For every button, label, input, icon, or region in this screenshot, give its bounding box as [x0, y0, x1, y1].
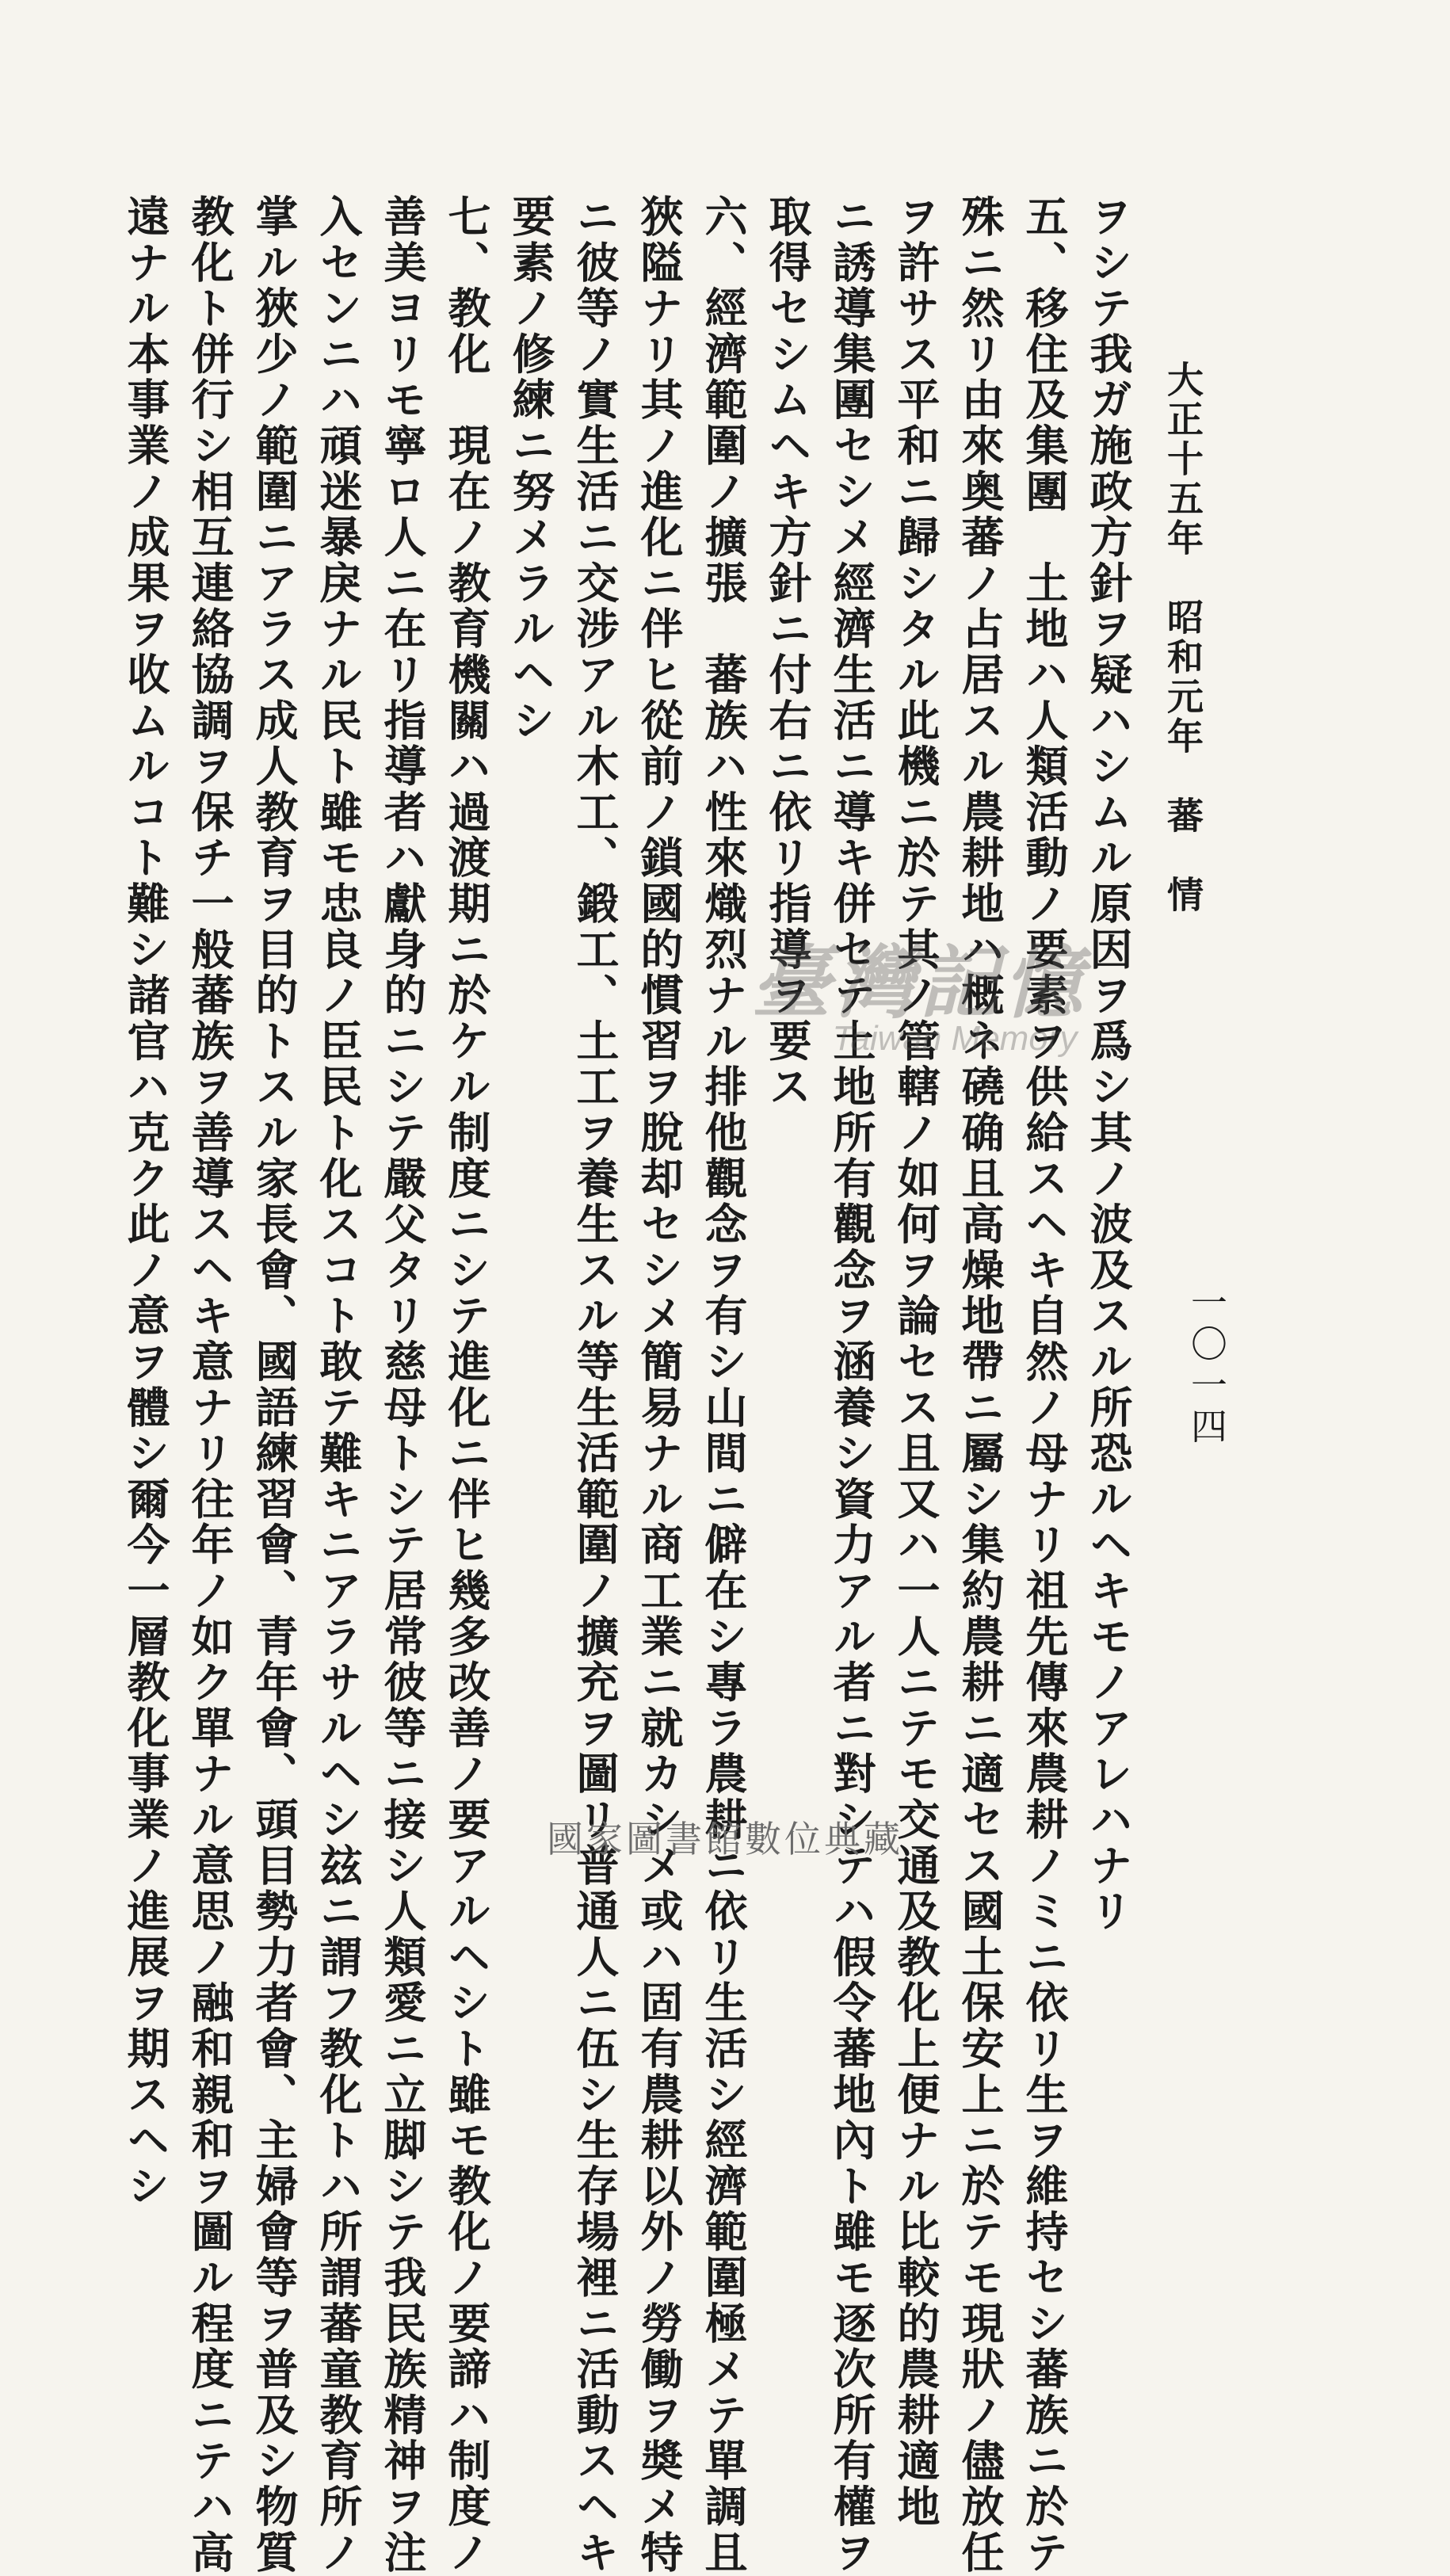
- watermark-subtitle: Taiwan Memory: [832, 1019, 1078, 1058]
- text-column: ニ彼等ノ實生活ニ交涉アル木工、鍛工、土工ヲ養生スル等生活範圍ノ擴充ヲ圖リ普通人ニ伍シ生存場裡ニ活動スヘキ: [570, 194, 620, 2576]
- text-column: 要素ノ修練ニ努メラルヘシ: [506, 194, 556, 744]
- watermark: [713, 919, 1125, 1062]
- text-column: 七、教化 現在ノ教育機關ハ過渡期ニ於ケル制度ニシテ進化ニ伴ヒ幾多改善ノ要アルヘシト雖モ教化ノ要諦ハ制度ノ: [441, 194, 492, 2576]
- text-column: ヲシテ我ガ施政方針ヲ疑ハシムル原因ヲ爲シ其ノ波及スル所恐ルヘキモノアレハナリ: [1083, 194, 1134, 1935]
- text-column: 善美ヨリモ寧ロ人ニ在リ指導者ハ獻身的ニシテ嚴父タリ慈母トシテ居常彼等ニ接シ人類愛ニ立脚シテ我民族精神ヲ注: [377, 194, 428, 2576]
- text-column: 取得セシムヘキ方針ニ付右ニ依リ指導ヲ要ス: [762, 194, 813, 1110]
- text-column: ニ誘導集團セシメ經濟生活ニ導キ併セテ土地所有觀念ヲ涵養シ資力アル者ニ對シテハ假令蕃地內ト雖モ逐次所有權ヲ: [826, 194, 877, 2576]
- text-column: 殊ニ然リ由來奥蕃ノ占居スル農耕地ハ概ネ磽确且高燥地帶ニ屬シ集約農耕ニ適セス國土保安上ニ於テモ現狀ノ儘放任: [955, 194, 1005, 2576]
- text-column: 教化ト併行シ相互連絡協調ヲ保チ一般蕃族ヲ善導スヘキ意ナリ往年ノ如ク單ナル意思ノ融和親和ヲ圖ル程度ニテハ高: [185, 194, 235, 2576]
- footer-credit: 國家圖書館數位典藏: [547, 1818, 903, 1860]
- text-column: 入センニハ頑迷暴戾ナル民ト雖モ忠良ノ臣民ト化スコト敢テ難キニアラサルヘシ玆ニ謂フ教化トハ所謂蕃童教育所ノ: [313, 194, 364, 2576]
- running-head: 大正十五年 昭和元年 蕃 情: [1162, 361, 1204, 915]
- text-column: ヲ許サス平和ニ歸シタル此機ニ於テ其ノ管轄ノ如何ヲ論セス且又ハ一人ニテモ交通及教化上便ナル比較的農耕適地: [891, 194, 941, 2530]
- page-number: 一〇一四: [1185, 1284, 1228, 1448]
- text-column: 五、移住及集團 土地ハ人類活動ノ要素ヲ供給スヘキ自然ノ母ナリ祖先傳來農耕ノミニ依リ生ヲ維持セシ蕃族ニ於テ: [1019, 194, 1070, 2576]
- text-column: 六、經濟範圍ノ擴張 蕃族ハ性來熾烈ナル排他觀念ヲ有シ山間ニ僻在シ專ラ農耕ニ依リ生活シ經濟範圍極メテ單調且: [698, 194, 749, 2576]
- text-column: 遠ナル本事業ノ成果ヲ收ムルコト難シ諸官ハ克ク此ノ意ヲ體シ爾今一層教化事業ノ進展ヲ期スヘシ: [120, 194, 171, 2210]
- text-column: 狹隘ナリ其ノ進化ニ伴ヒ從前ノ鎖國的慣習ヲ脫却セシメ簡易ナル商工業ニ就カシメ或ハ固有農耕以外ノ勞働ヲ奬メ特: [634, 194, 685, 2576]
- text-column: 掌ル狹少ノ範圍ニアラス成人教育ヲ目的トスル家長會、國語練習會、青年會、頭目勢力者會、主婦會等ヲ普及シ物質: [249, 194, 300, 2576]
- watermark-title: 臺灣記憶: [751, 936, 1087, 1029]
